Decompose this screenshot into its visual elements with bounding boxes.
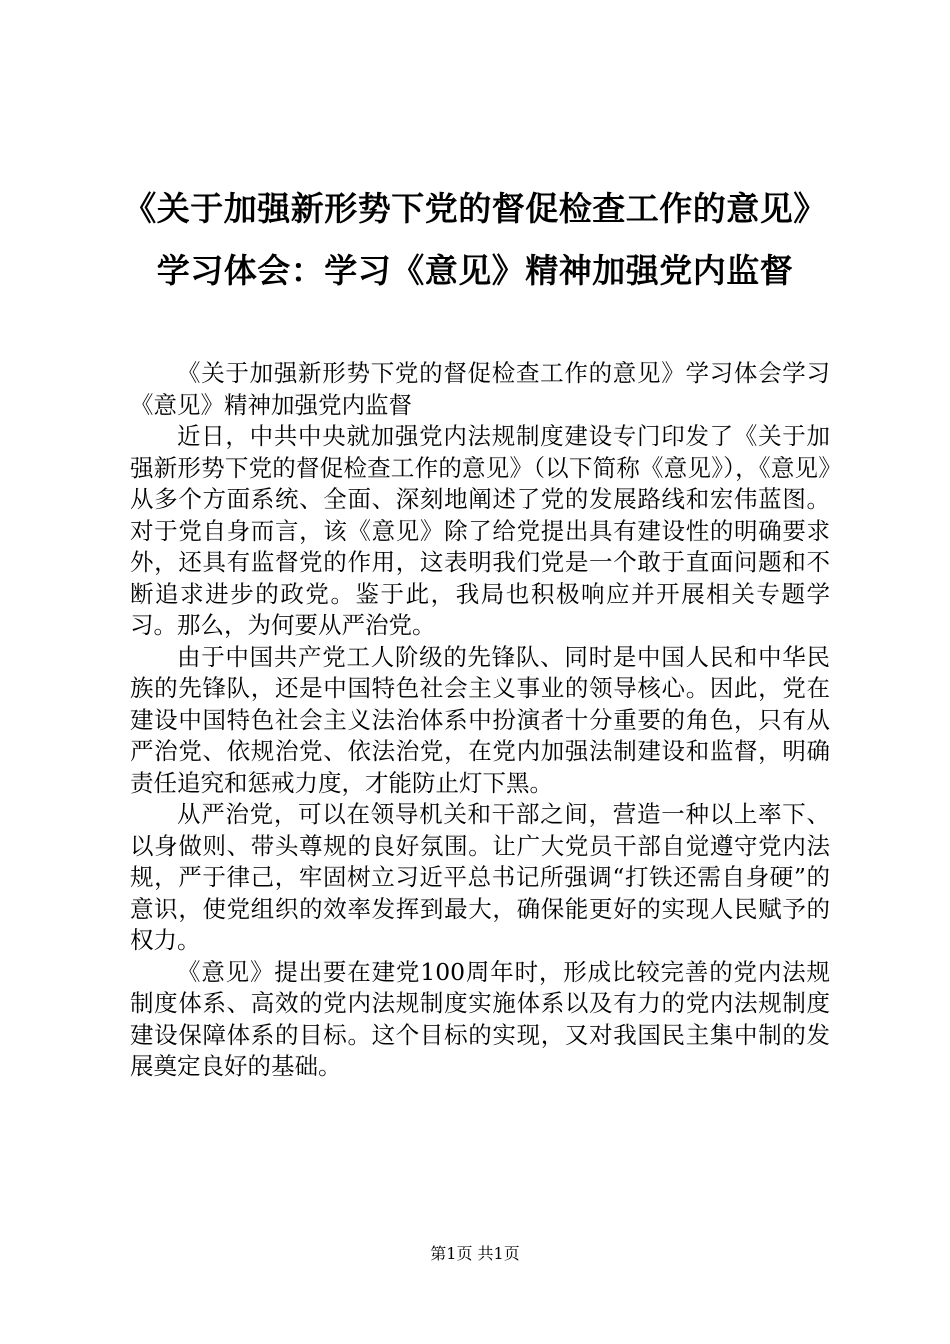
paragraph-4: 从严治党，可以在领导机关和干部之间，营造一种以上率下、以身做则、带头尊规的良好氛围。让广大党员干部自觉遵守党内法规，严于律己，牢固树立习近平总书记所强调“打铁还需自身硬”的意识，使党组织的效率发挥到最大，确保能更好的实现人民赋予的权力。 [130,800,830,954]
page-footer: 第1页 共1页 [430,1244,520,1263]
paragraph-2: 近日，中共中央就加强党内法规制度建设专门印发了《关于加强新形势下党的督促检查工作的意见》（以下简称《意见》），《意见》从多个方面系统、全面、深刻地阐述了党的发展路线和宏伟蓝图。对于党自身而言，该《意见》除了给党提出具有建设性的明确要求外，还具有监督党的作用，这表明我们党是一个敢于直面问题和不断追求进步的政党。鉴于此，我局也积极响应并开展相关专题学习。那么，为何要从严治党。 [130,422,830,639]
paragraph-3: 由于中国共产党工人阶级的先锋队、同时是中国人民和中华民族的先锋队，还是中国特色社会主义事业的领导核心。因此，党在建设中国特色社会主义法治体系中扮演者十分重要的角色，只有从严治党、依规治党、依法治党，在党内加强法制建设和监督，明确责任追究和惩戒力度，才能防止灯下黑。 [130,642,830,797]
document-body [130,358,830,1083]
paragraph-1: 《关于加强新形势下党的督促检查工作的意见》学习体会学习《意见》精神加强党内监督 [130,359,830,419]
paragraph-5: 《意见》提出要在建党100周年时，形成比较完善的党内法规制度体系、高效的党内法规制度实施体系以及有力的党内法规制度建设保障体系的目标。这个目标的实现，又对我国民主集中制的发展奠定良好的基础。 [130,957,830,1080]
document-title: 《关于加强新形势下党的督促检查工作的意见》学习体会：学习《意见》精神加强党内监督 [123,189,827,290]
